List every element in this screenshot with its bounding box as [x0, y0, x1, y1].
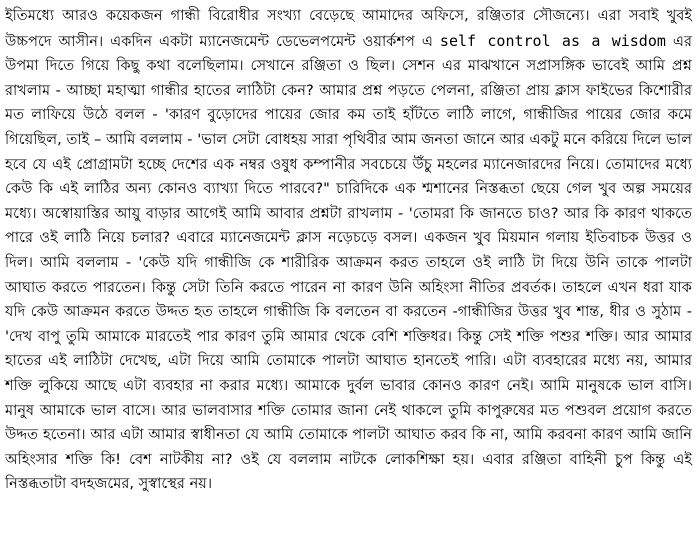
paragraph-text-part-2: এর উপমা দিতে গিয়ে কিছু কথা বলেছিলাম। সেখানে রঞ্জিতা ও ছিল। সেশন এর মাঝখানে সপ্রাসঙ্গিক ভাবেই আমি প্রশ্ন রাখলাম - আচ্ছা মহাত্মা গান্ধীর হাতের লাঠিটা কেন? আমার প্রশ্ন পড়তে পেলনা, রঞ্জিতা প্রায় ক্লাস ফাইভের কিশোরীর মত লাফিয়ে উঠে বলল - 'কারণ বুড়োদের পায়ের জোর কম তাই হাঁটতে লাঠি লাগে, গান্ধীজির পায়ের জোর কমে গিয়েছিল, তাই – আমি বললাম - 'ভাল সেটা বোধহয় সারা পৃথিবীর আম জনতা জানে আর একটু মনে করিয়ে দিলে ভাল হবে যে এই প্রোগ্রামটা হচ্ছে দেশের এক নম্বর ওষুধ কম্পানীর সবচেয়ে উঁচু মহলের ম্যানেজারদের নিয়ে। তোমাদের মধ্যে কেউ কি এই লাঠির অন্য কোনও ব্যাখ্যা দিতে পারবে?" চারিদিকে এক শ্মশানের নিস্তব্ধতা ছেয়ে গেল খুব অল্প সময়ের মধ্যে। অস্বোয়াস্তির আয়ু বাড়ার আগেই আমি আবার প্রশ্নটা রাখলাম - 'তোমরা কি জানতে চাও? আর কি কারণ থাকতে পারে ওই লাঠি নিয়ে চলার? এবারে ম্যানেজমেন্ট ক্লাস নড়েচড়ে বসল। একজন খুব মিয়মান গলায় ইতিবাচক উত্তর ও দিল। আমি বললাম - 'কেউ যদি গান্ধীজি কে শারীরিক আক্রমন করত তাহলে ওই লাঠি টা দিয়ে উনি তাকে পালটা আঘাত করতে পারতেন। কিন্তু সেটা তিনি করতে পারেন না কারণ উনি অহিংসা নীতির প্রবর্তক। তাহলে এখন ধরা যাক যদি কেউ আক্রমন করতে উদ্দত হত তাহলে গান্ধীজি কি বলতেন বা করতেন -গান্ধীজির উত্তর খুব শান্ত, ধীর ও সুঠাম - 'দেখ বাপু তুমি আমাকে মারতেই পার কারণ তুমি আমার থেকে বেশি শক্তিধর। কিন্তু সেই শক্তি পশুর শক্তি। আর আমার হাতের এই লাঠিটা দেখেছ, এটা দিয়ে আমি তোমাকে পালটা আঘাত হানতেই পারি। এটা ব্যবহারের মধ্যে নয়, আমার শক্তি লুকিয়ে আছে এটা ব্যবহার না করার মধ্যে। আমাকে দুর্বল ভাবার কোনও কারণ নেই। আমি মানুষকে ভাল বাসি। মানুষ আমাকে ভাল বাসে। আর ভালবাসার শক্তি তোমার জানা নেই থাকলে তুমি কাপুরুষের মত পশুবল প্রয়োগ করতে উদ্দত হতেনা। আর এটা আমার স্বাধীনতা যে আমি তোমাকে পালটা আঘাত করব কি না, আমি করবনা কারণ আমি জানি অহিংসার শক্তি কি! বেশ নাটকীয় না? ওই যে বললাম নাটকে লোকশিক্ষা হয়। এবার রঞ্জিতা বাহিনী চুপ কিন্তু এই নিস্তব্ধতাটা বদহজমের, সুস্বাস্থের নয়।: [5, 32, 693, 493]
body-paragraph: [5, 4, 692, 497]
english-phrase: self control as a wisdom: [439, 31, 666, 50]
paragraph-text-part-1: ইতিমধ্যে আরও কয়েকজন গান্ধী বিরোধীর সংখ্যা বেড়েছে আমাদের অফিসে, রঞ্জিতার সৌজন্যে। এরা সবাই খুবই উচ্চপদে আসীন। একদিন একটা ম্যানেজমেন্ট ডেভেলপমেন্ট ওয়ার্কশপ এ: [5, 7, 692, 50]
